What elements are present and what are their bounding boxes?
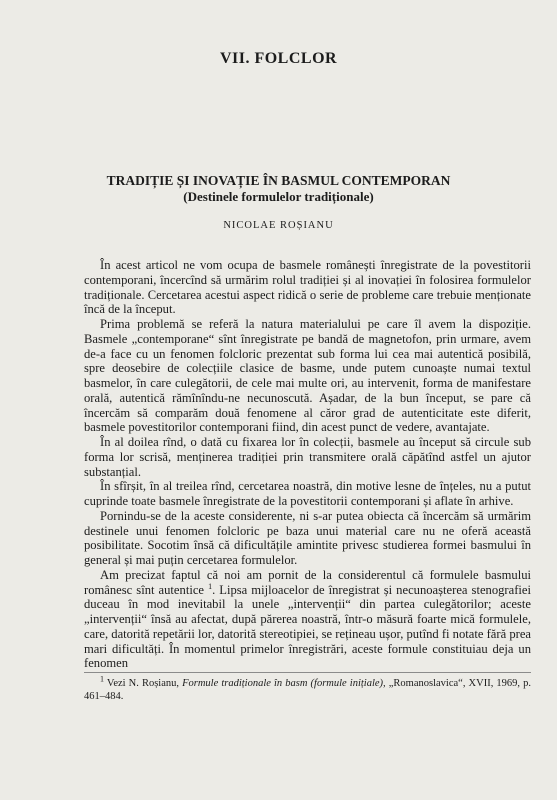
- body-paragraph: [84, 568, 531, 671]
- body-paragraph: Pornindu-se de la aceste considerente, ni s-ar putea obiecta că încercăm să urmărim destinele unui fenomen folcloric pe baza unui material care nu ne oferă această posibilitate. Socotim însă că dificultățile amintite privesc studierea formei basmului în general și mai puțin cercetarea formulelor.: [84, 508, 531, 567]
- footnote: [84, 674, 532, 703]
- footnote-divider: [84, 672, 531, 673]
- footnote-text: [84, 674, 532, 703]
- article-author: NICOLAE ROȘIANU: [223, 220, 334, 231]
- article-title: TRADIȚIE ȘI INOVAȚIE ÎN BASMUL CONTEMPORAN: [106, 173, 451, 188]
- paragraph-text: . Lipsa mijloacelor de înregistrat și necunoașterea stenografiei duceau în mod inevitabil la unele „intervenții“ din partea culegătorilor; aceste „intervenții“ însă au afectat, după părerea noastră, într-o măsură foarte mică formulele, care, datorită repetării lor, datorită stereotipiei, se rețineau ușor, putînd fi notate fără prea mari dificultăți. În momentul primelor înregistrări, aceste formule constituiau deja un fenomen: [84, 582, 531, 671]
- footnote-citation: „Romanoslavica“, XVII, 1969, p. 461–484.: [84, 678, 532, 702]
- footnote-work-title: Formule tradiționale în basm (formule inițiale),: [182, 678, 386, 689]
- footnote-author: Vezi N. Roșianu,: [106, 678, 179, 689]
- paragraph-text: Am precizat faptul că noi am pornit de la considerentul că formulele basmului românesc sînt autentice: [84, 567, 531, 597]
- footnote-number: 1: [100, 674, 104, 684]
- body-paragraph: În acest articol ne vom ocupa de basmele românești înregistrate de la povestitorii contemporani, încercînd să urmărim rolul tradiției și al inovației în folosirea formulelor tradiționale. Cercetarea acestui aspect ridică o serie de probleme care trebuie menționate încă de la început.: [84, 258, 531, 317]
- body-paragraph: Prima problemă se referă la natura materialului pe care îl avem la dispoziție. Basmele „contemporane“ sînt înregistrate pe bandă de magnetofon, prin urmare, avem de-a face cu un fenomen folcloric prezentat sub forma lui cea mai autentică posibilă, spre deosebire de colecțiile clasice de basme, unde putem cunoaște numai textul basmelor, în care culegătorii, de cele mai multe ori, au intervenit, forma de manifestare orală, autentică rămînîndu-ne necunoscută. Așadar, de la bun început, se pare că încercăm să comparăm două fenomene al căror grad de autenticitate este diferit, basmele povestitorilor contemporani fiind, din acest punct de vedere, avantajate.: [84, 317, 531, 435]
- article-body: [84, 258, 531, 671]
- article-subtitle: (Destinele formulelor tradiționale): [183, 189, 374, 204]
- body-paragraph: În al doilea rînd, o dată cu fixarea lor în colecții, basmele au început să circule sub forma lor scrisă, menținerea tradiției prin transmitere orală căpătînd astfel un ajutor substanțial.: [84, 435, 531, 479]
- body-paragraph: În sfîrșit, în al treilea rînd, cercetarea noastră, din motive lesne de înțeles, nu a putut cuprinde toate basmele înregistrate de la povestitorii contemporani și aflate în arhive.: [84, 479, 531, 508]
- footnote-reference: 1: [208, 581, 213, 591]
- section-title: VII. FOLCLOR: [219, 50, 338, 67]
